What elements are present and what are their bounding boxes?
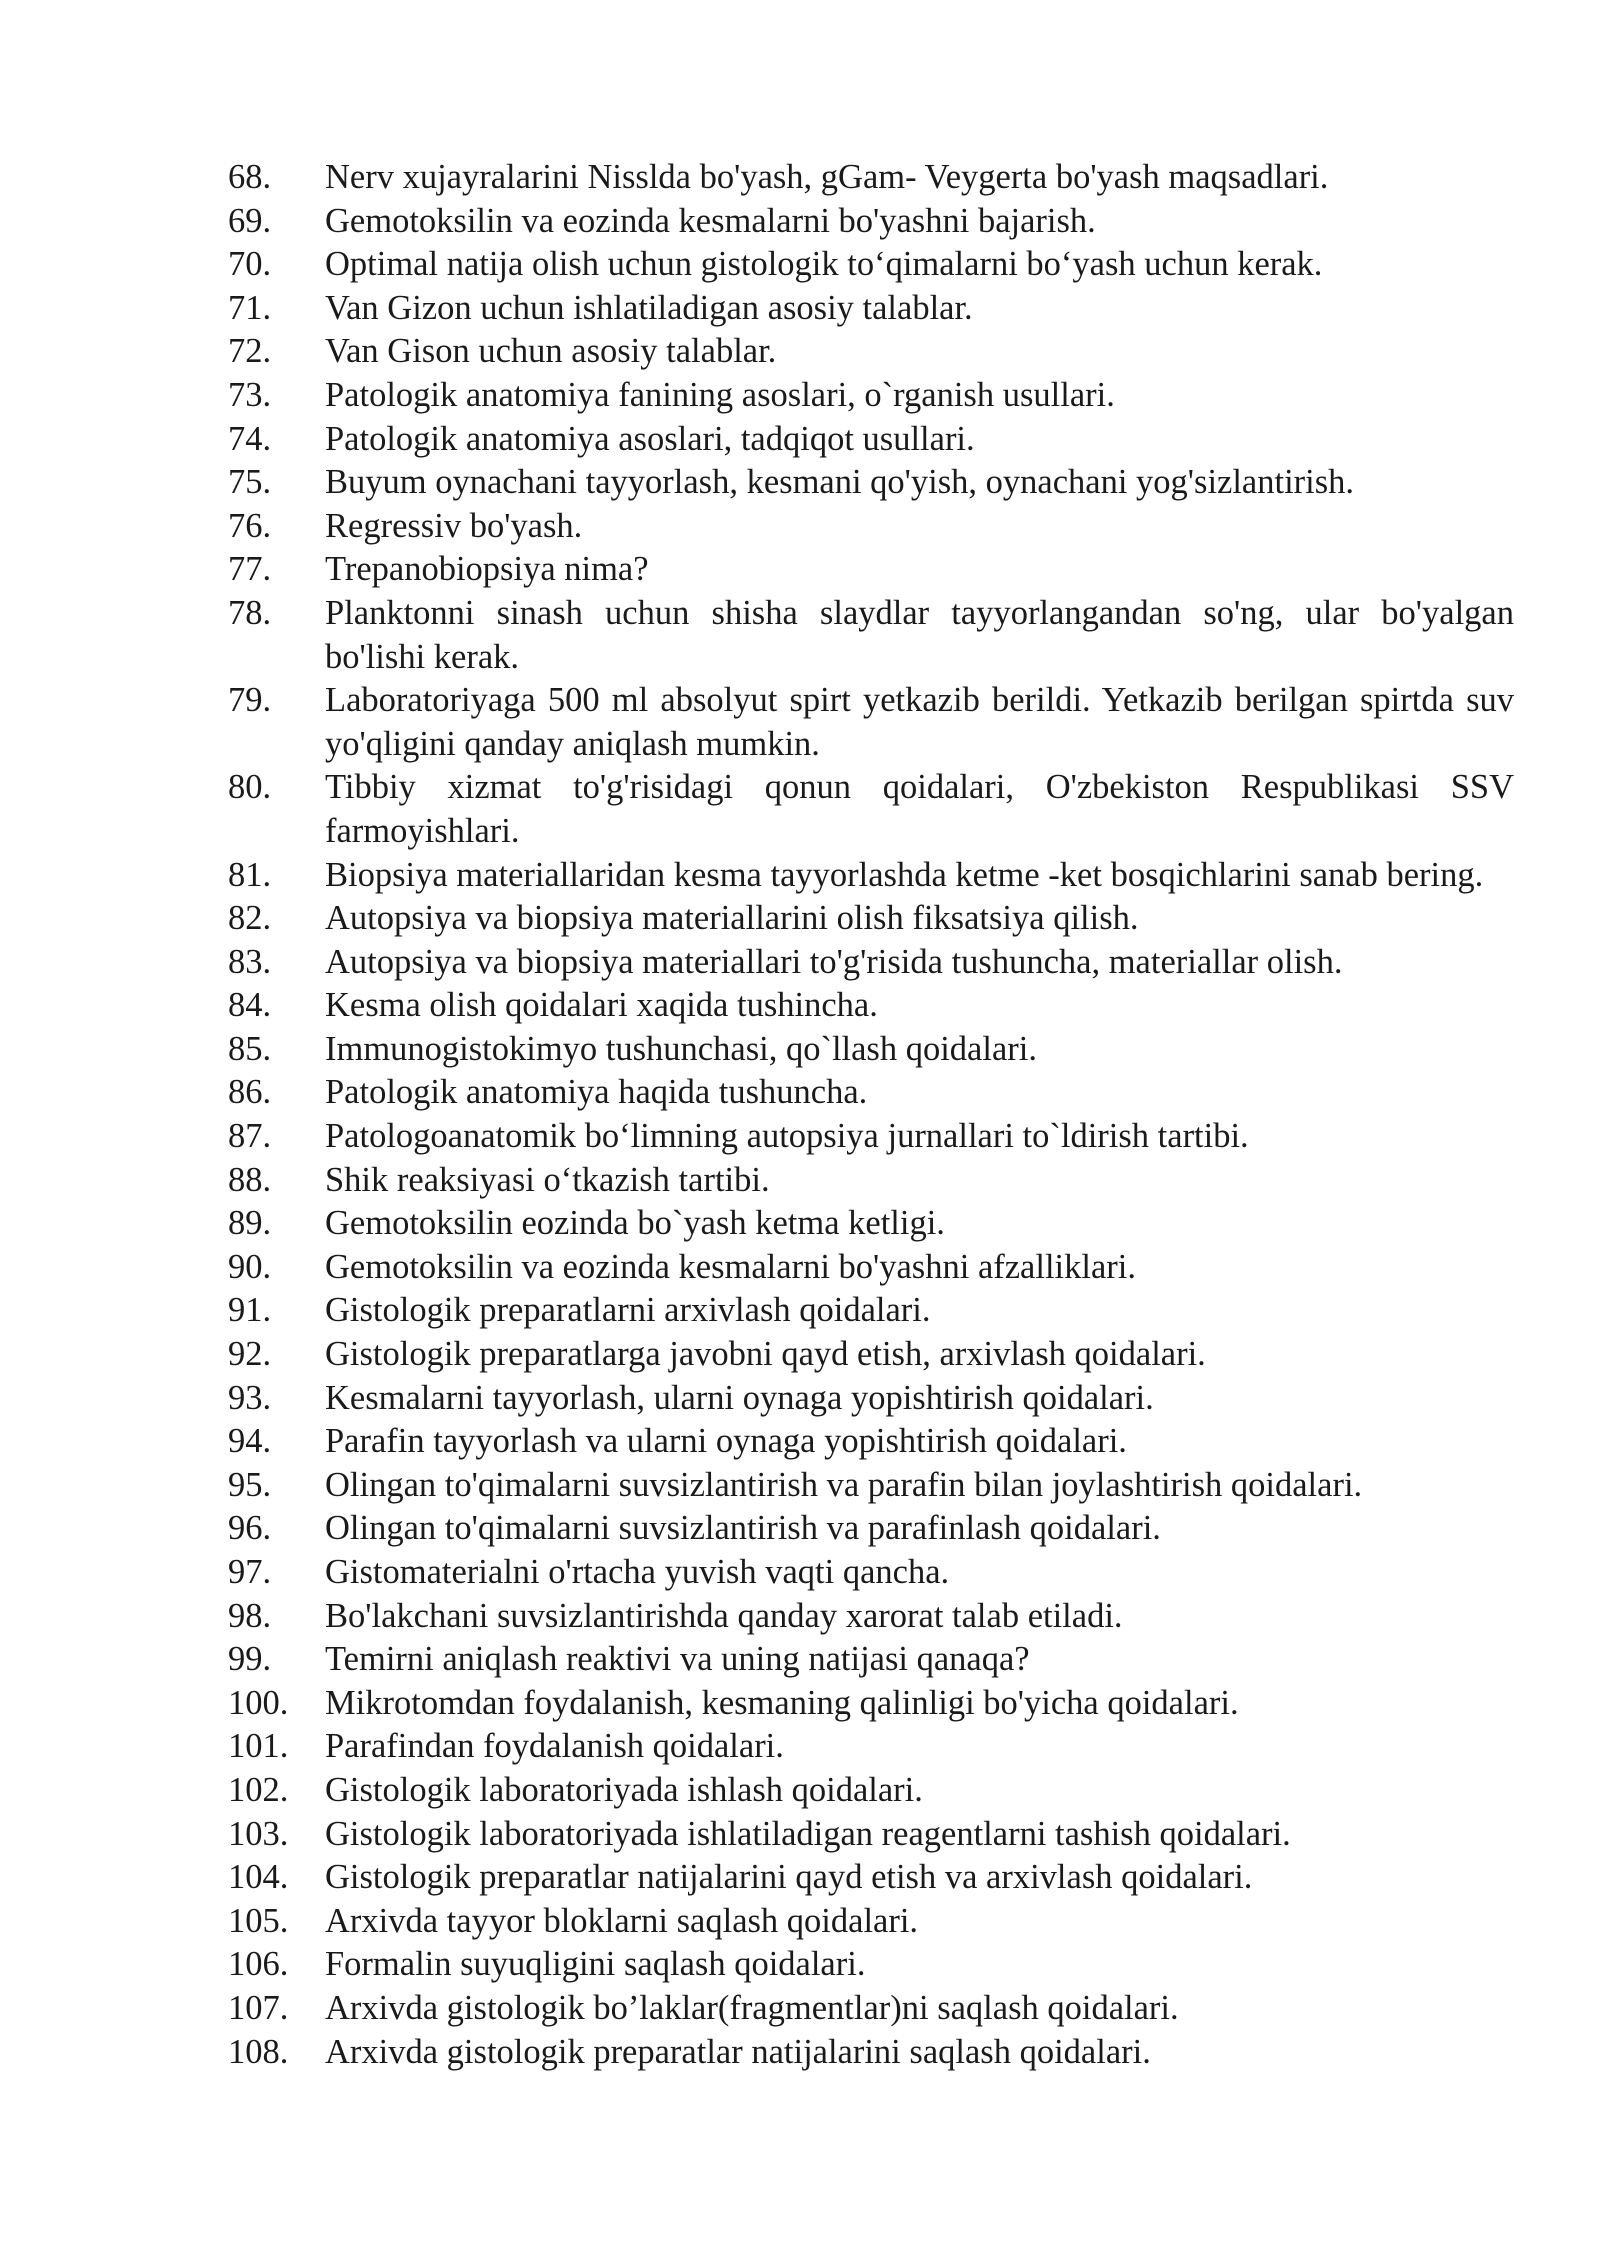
list-item — [228, 1813, 1514, 1857]
list-item — [228, 1769, 1514, 1813]
item-text: Parafin tayyorlash va ularni oynaga yopishtirish qoidalari. — [325, 1422, 1127, 1461]
item-number: 78. — [228, 593, 272, 632]
item-number: 75. — [228, 463, 272, 502]
item-number: 68. — [228, 158, 272, 196]
item-text: Temirni aniqlash reaktivi va uning natijasi qanaqa? — [325, 1640, 1030, 1679]
item-number: 87. — [228, 1117, 272, 1156]
item-number: 96. — [228, 1509, 272, 1548]
list-item — [228, 984, 1514, 1028]
item-text: Patologik anatomiya asoslari, tadqiqot usullari. — [325, 419, 975, 458]
item-text: Kesmalarni tayyorlash, ularni oynaga yopishtirish qoidalari. — [325, 1378, 1154, 1417]
list-item — [228, 461, 1514, 505]
item-number: 104. — [228, 1858, 289, 1897]
item-number: 91. — [228, 1291, 272, 1330]
item-text: Buyum oynachani tayyorlash, kesmani qo'yish, oynachani yog'sizlantirish. — [325, 463, 1355, 502]
item-text: Gemotoksilin va eozinda kesmalarni bo'yashni bajarish. — [325, 201, 1096, 240]
list-item — [228, 1987, 1514, 2031]
item-text: Laboratoriyaga 500 ml absolyut spirt yetkazib berildi. Yetkazib berilgan spirtda suv yo'qligini qanday aniqlash mumkin. — [325, 681, 1514, 763]
item-text: Gistologik laboratoriyada ishlash qoidalari. — [325, 1770, 923, 1809]
item-text: Trepanobiopsiya nima? — [325, 550, 649, 589]
item-number: 83. — [228, 942, 272, 981]
item-number: 74. — [228, 419, 272, 458]
item-number: 69. — [228, 201, 272, 240]
list-item — [228, 548, 1514, 592]
list-item — [228, 941, 1514, 985]
item-text: Shik reaksiyasi o‘tkazish tartibi. — [325, 1160, 770, 1199]
item-text: Bo'lakchani suvsizlantirishda qanday xarorat talab etiladi. — [325, 1596, 1123, 1635]
item-number: 92. — [228, 1335, 272, 1374]
item-number: 89. — [228, 1204, 272, 1243]
item-text: Van Gizon uchun ishlatiladigan asosiy talablar. — [325, 288, 973, 327]
item-number: 106. — [228, 1945, 289, 1984]
list-item — [228, 1028, 1514, 1072]
item-number: 107. — [228, 1988, 289, 2027]
list-item — [228, 374, 1514, 418]
list-item — [228, 418, 1514, 462]
item-text: Gistologik preparatlar natijalarini qayd etish va arxivlash qoidalari. — [325, 1858, 1253, 1897]
item-text: Gistologik preparatlarga javobni qayd etish, arxivlash qoidalari. — [325, 1335, 1206, 1374]
item-number: 108. — [228, 2032, 289, 2071]
item-text: Mikrotomdan foydalanish, kesmaning qalinligi bo'yicha qoidalari. — [325, 1683, 1239, 1722]
item-number: 73. — [228, 375, 272, 414]
list-item — [228, 1115, 1514, 1159]
item-text: Olingan to'qimalarni suvsizlantirish va parafinlash qoidalari. — [325, 1509, 1161, 1548]
item-number: 80. — [228, 768, 272, 807]
item-number: 100. — [228, 1683, 289, 1722]
item-number: 76. — [228, 506, 272, 545]
document-page — [228, 156, 1514, 2074]
item-text: Arxivda gistologik bo’laklar(fragmentlar)ni saqlash qoidalari. — [325, 1988, 1179, 2027]
item-number: 88. — [228, 1160, 272, 1199]
item-text: Arxivda tayyor bloklarni saqlash qoidalari. — [325, 1901, 919, 1940]
item-number: 90. — [228, 1247, 272, 1286]
item-text: Biopsiya materiallaridan kesma tayyorlashda ketme -ket bosqichlarini sanab bering. — [325, 855, 1484, 894]
item-text: Immunogistokimyo tushunchasi, qo`llash qoidalari. — [325, 1029, 1037, 1068]
list-item — [228, 1289, 1514, 1333]
item-number: 77. — [228, 550, 272, 589]
item-text: Kesma olish qoidalari xaqida tushincha. — [325, 986, 878, 1025]
item-number: 86. — [228, 1073, 272, 1112]
item-number: 84. — [228, 986, 272, 1025]
item-number: 93. — [228, 1378, 272, 1417]
item-text: Tibbiy xizmat to'g'risidagi qonun qoidalari, O'zbekiston Respublikasi SSV farmoyishlari. — [325, 768, 1514, 850]
item-text: Gemotoksilin eozinda bo`yash ketma ketligi. — [325, 1204, 945, 1243]
list-item — [228, 330, 1514, 374]
list-item — [228, 1725, 1514, 1769]
item-number: 71. — [228, 288, 272, 327]
item-text: Optimal natija olish uchun gistologik to‘qimalarni bo‘yash uchun kerak. — [325, 245, 1323, 284]
list-item — [228, 200, 1514, 244]
item-text: Arxivda gistologik preparatlar natijalarini saqlash qoidalari. — [325, 2032, 1151, 2071]
list-item — [228, 1900, 1514, 1944]
list-item — [228, 1246, 1514, 1290]
list-item — [228, 1507, 1514, 1551]
list-item — [228, 1420, 1514, 1464]
list-item — [228, 1202, 1514, 1246]
list-item — [228, 1551, 1514, 1595]
item-text: Nerv xujayralarini Nisslda bo'yash, gGam- Veygerta bo'yash maqsadlari. — [325, 158, 1329, 196]
item-text: Patologik anatomiya haqida tushuncha. — [325, 1073, 868, 1112]
item-number: 102. — [228, 1770, 289, 1809]
item-number: 70. — [228, 245, 272, 284]
item-number: 81. — [228, 855, 272, 894]
item-number: 72. — [228, 332, 272, 371]
item-text: Gemotoksilin va eozinda kesmalarni bo'yashni afzalliklari. — [325, 1247, 1136, 1286]
list-item — [228, 854, 1514, 898]
item-number: 99. — [228, 1640, 272, 1679]
list-item — [228, 1856, 1514, 1900]
item-text: Gistologik preparatlarni arxivlash qoidalari. — [325, 1291, 931, 1330]
list-item — [228, 243, 1514, 287]
list-item — [228, 1464, 1514, 1508]
item-text: Autopsiya va biopsiya materiallari to'g'risida tushuncha, materiallar olish. — [325, 942, 1343, 981]
list-item — [228, 766, 1514, 853]
list-item — [228, 1943, 1514, 1987]
list-item — [228, 1595, 1514, 1639]
item-text: Autopsiya va biopsiya materiallarini olish fiksatsiya qilish. — [325, 899, 1139, 938]
item-number: 97. — [228, 1553, 272, 1591]
item-text: Planktonni sinash uchun shisha slaydlar tayyorlangandan so'ng, ular bo'yalgan bo'lishi kerak. — [325, 593, 1514, 676]
item-text: Gistomaterialni o'rtacha yuvish vaqti qancha. — [325, 1553, 950, 1591]
item-number: 94. — [228, 1422, 272, 1461]
item-text: Gistologik laboratoriyada ishlatiladigan reagentlarni tashish qoidalari. — [325, 1814, 1291, 1853]
question-list — [228, 156, 1514, 2074]
item-number: 82. — [228, 899, 272, 938]
list-item — [228, 505, 1514, 549]
list-item — [228, 1682, 1514, 1726]
item-number: 103. — [228, 1814, 289, 1853]
item-text: Olingan to'qimalarni suvsizlantirish va parafin bilan joylashtirish qoidalari. — [325, 1465, 1363, 1504]
item-number: 98. — [228, 1596, 272, 1635]
list-item — [228, 897, 1514, 941]
list-item — [228, 2031, 1514, 2075]
list-item — [228, 156, 1514, 200]
item-number: 95. — [228, 1465, 272, 1504]
list-item — [228, 1159, 1514, 1203]
item-text: Patologoanatomik bo‘limning autopsiya jurnallari to`ldirish tartibi. — [325, 1117, 1249, 1156]
list-item — [228, 1071, 1514, 1115]
list-item — [228, 592, 1514, 679]
item-text: Van Gison uchun asosiy talablar. — [325, 332, 777, 371]
list-item — [228, 1377, 1514, 1421]
item-number: 79. — [228, 681, 272, 720]
item-number: 105. — [228, 1901, 289, 1940]
item-text: Formalin suyuqligini saqlash qoidalari. — [325, 1945, 866, 1984]
item-number: 85. — [228, 1029, 272, 1068]
list-item — [228, 1333, 1514, 1377]
item-text: Parafindan foydalanish qoidalari. — [325, 1727, 784, 1766]
item-text: Regressiv bo'yash. — [325, 506, 583, 545]
item-text: Patologik anatomiya fanining asoslari, o`rganish usullari. — [325, 375, 1115, 414]
list-item — [228, 1638, 1514, 1682]
list-item — [228, 287, 1514, 331]
list-item — [228, 679, 1514, 766]
item-number: 101. — [228, 1727, 289, 1766]
